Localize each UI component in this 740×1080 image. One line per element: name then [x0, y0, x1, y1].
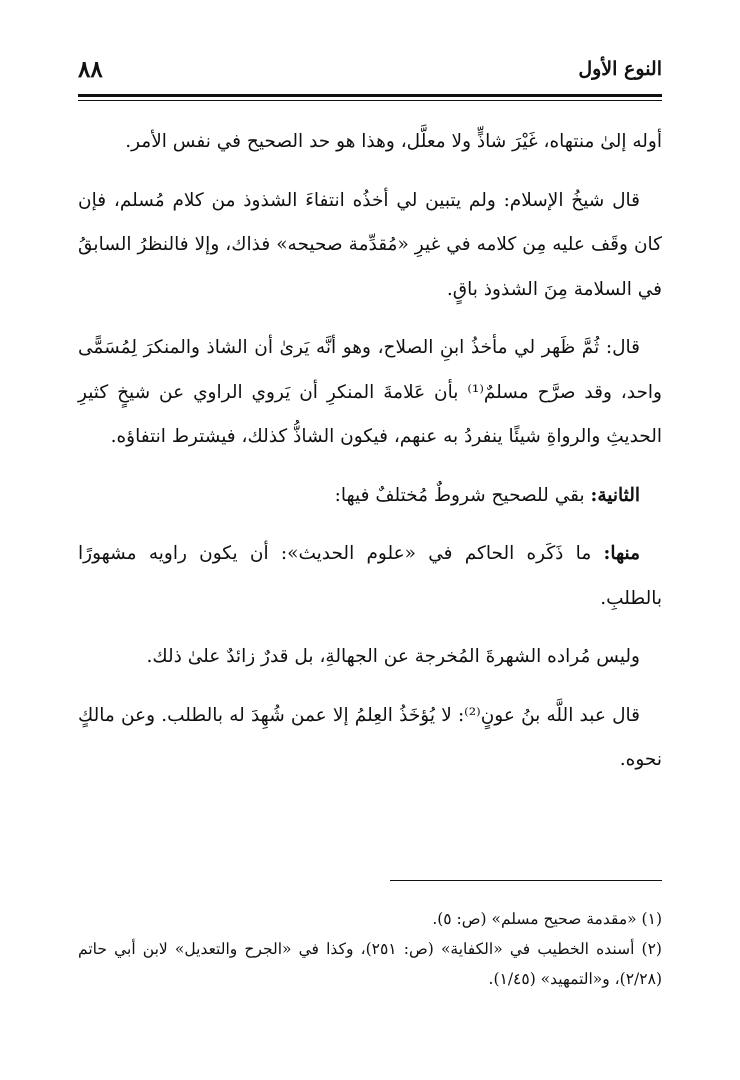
paragraph-4-text: بقي للصحيح شروطٌ مُختلفٌ فيها:	[334, 484, 591, 506]
footnote-2: (٢) أسنده الخطيب في «الكفاية» (ص: ٢٥١)، وكذا في «الجرح والتعديل» لابن أبي حاتم (٢/٢٨)، و«التمهيد» (١/٤٥).	[78, 940, 662, 988]
paragraph-5-text: ما ذَكَره الحاكم في «علوم الحديث»: أن يكون راويه مشهورًا بالطلبِ.	[78, 543, 662, 609]
header-rule-thin	[78, 100, 662, 101]
footnote-1: (١) «مقدمة صحيح مسلم» (ص: ٥).	[432, 910, 662, 928]
paragraph-3: قال: ثُمَّ ظَهر لي مأخذُ ابنِ الصلاح، وهو أنَّه يَرىٰ أن الشاذ والمنكرَ لِمُسَمًّى واحد، وقد صرَّح مسلمٌ⁽¹⁾ بأن عَلامةَ المنكرِ أن يَروي الراوي عن شيخٍ كثيرِ الحديثِ والرواةِ شيئًا ينفردُ به عنهم، فيكون الشاذُّ كذلك، فيشترط انتفاؤه.	[78, 337, 662, 447]
running-title: النوع الأول	[578, 58, 662, 80]
header-rule-thick	[78, 94, 662, 97]
paragraph-4	[78, 474, 662, 519]
page-number: ٨٨	[78, 56, 103, 83]
paragraph-5	[78, 532, 662, 621]
paragraph-1: أوله إلىٰ منتهاه، غَيْرَ شاذٍّ ولا معلَّل، وهذا هو حد الصحيح في نفس الأمر.	[125, 131, 662, 152]
paragraph-5-label: منها:	[603, 543, 640, 564]
paragraph-4-label: الثانية:	[590, 484, 640, 506]
paragraph-2: قال شيخُ الإسلام: ولم يتبين لي أخذُه انتفاءَ الشذوذ من كلام مُسلم، فإن كان وقَف عليه مِن كلامه في غيرِ «مُقدِّمة صحيحه» فذاك، وإلا فالنظرُ السابقُ في السلامة مِنَ الشذوذ باقٍ.	[78, 189, 662, 300]
main-text	[78, 120, 662, 797]
paragraph-7: قال عبد اللَّه بنُ عونٍ⁽²⁾: لا يُؤخَذُ العِلمُ إلا عمن شُهِدَ له بالطلب. وعن مالكٍ نحوه.	[78, 704, 662, 770]
paragraph-6: وليس مُراده الشهرةَ المُخرجة عن الجهالةِ، بل قدرٌ زائدٌ علىٰ ذلك.	[146, 646, 640, 667]
footnotes	[78, 904, 662, 994]
page-header	[78, 52, 662, 92]
footnote-separator	[390, 880, 662, 881]
